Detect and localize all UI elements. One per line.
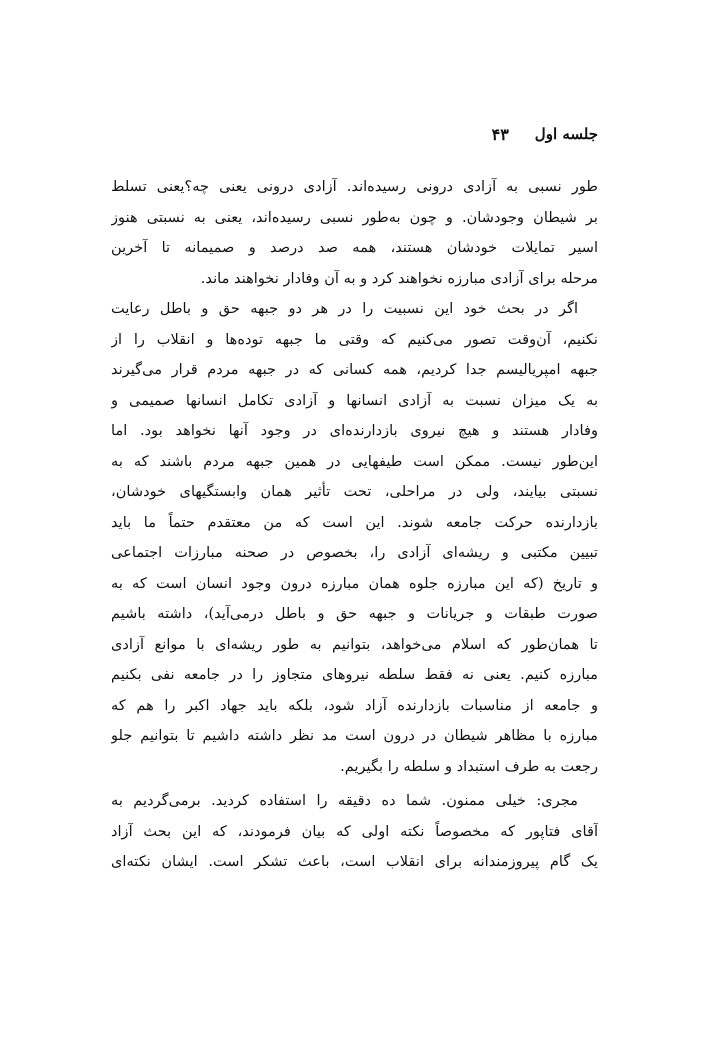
- text-line: آقای فتاپور که مخصوصاً نکته اولی که بیان فرمودند، که این بحث آزاد: [111, 822, 598, 840]
- text-line: مجری: خیلی ممنون. شما ده دقیقه را استفاده کردید. برمی‌گردیم به: [111, 792, 578, 809]
- text-line: و تاریخ (که این مبارزه جلوه همان مبارزه درون وجود انسان است که به: [111, 574, 598, 592]
- paragraph-2: [111, 294, 598, 782]
- text-line: بازدارنده حرکت جامعه شوند. این است که من معتقدم حتماً ما باید: [111, 513, 598, 531]
- text-line: نسبتی بیایند، ولی در مراحلی، تحت تأثیر همان وابستگیهای خودشان،: [111, 483, 598, 500]
- paragraph-1: [111, 172, 598, 294]
- text-line: به یک میزان نسبت به آزادی انسانها و آزادی تکامل انسانها صمیمی و: [111, 391, 598, 409]
- text-line: نکنیم، آن‌وقت تصور می‌کنیم که وقتی ما جبهه توده‌ها و انقلاب را از: [111, 330, 598, 348]
- text-line: جبهه امپریالیسم جدا کردیم، همه کسانی که در جبهه مردم قرار می‌گیرند: [111, 361, 598, 378]
- book-page: [111, 0, 598, 1063]
- text-line: مبارزه با مظاهر شیطان در درون است مد نظر داشته داشیم تا بتوانیم جلو: [111, 727, 598, 744]
- running-head: [111, 122, 598, 146]
- text-line: و جامعه از مناسبات بازدارنده آزاد شود، بلکه باید جهاد اکبر را هم که: [111, 696, 598, 714]
- text-line: صورت طبقات و جریانات و جبهه حق و باطل درمی‌آید)، داشته باشیم: [111, 605, 598, 622]
- text-line: یک گام پیروزمندانه برای انقلاب است، باعث تشکر است. ایشان نکته‌ای: [111, 853, 598, 870]
- paragraph-3: [111, 786, 598, 878]
- text-line: مبارزه کنیم. یعنی نه فقط سلطه نیروهای متجاوز را در جامعه نفی بکنیم: [111, 666, 598, 683]
- text-line: تا همان‌طور که اسلام می‌خواهد، بتوانیم به طور ریشه‌ای با موانع آزادی: [111, 635, 598, 653]
- running-head-title: جلسه اول: [534, 125, 598, 143]
- body-text: [111, 172, 598, 878]
- text-line: مرحله برای آزادی مبارزه نخواهند کرد و به آن وفادار نخواهند ماند.: [200, 269, 598, 287]
- text-line: بر شیطان وجودشان. و چون به‌طور نسبی رسیده‌اند، یعنی به نسبتی هنوز: [111, 208, 598, 226]
- text-line: وفادار هستند و هیچ نیروی بازدارنده‌ای در وجود آنها نخواهد بود. اما: [111, 422, 598, 439]
- text-line: این‌طور نیست. ممکن است طیفهایی در همین جبهه مردم باشند که به: [111, 452, 598, 470]
- text-line: اسیر تمایلات خودشان هستند، همه صد درصد و صمیمانه تا آخرین: [111, 239, 598, 256]
- page-number: ۴۳: [491, 124, 509, 144]
- text-line: تبیین مکتبی و ریشه‌ای آزادی را، بخصوص در صحنه مبارزات اجتماعی: [111, 544, 598, 561]
- text-line: رجعت به طرف استبداد و سلطه را بگیریم.: [340, 757, 598, 775]
- text-line: طور نسبی به آزادی درونی رسیده‌اند. آزادی درونی یعنی چه؟یعنی تسلط: [111, 178, 598, 195]
- text-line: اگر در بحث خود این نسبیت را در هر دو جبهه حق و باطل رعایت: [111, 300, 578, 317]
